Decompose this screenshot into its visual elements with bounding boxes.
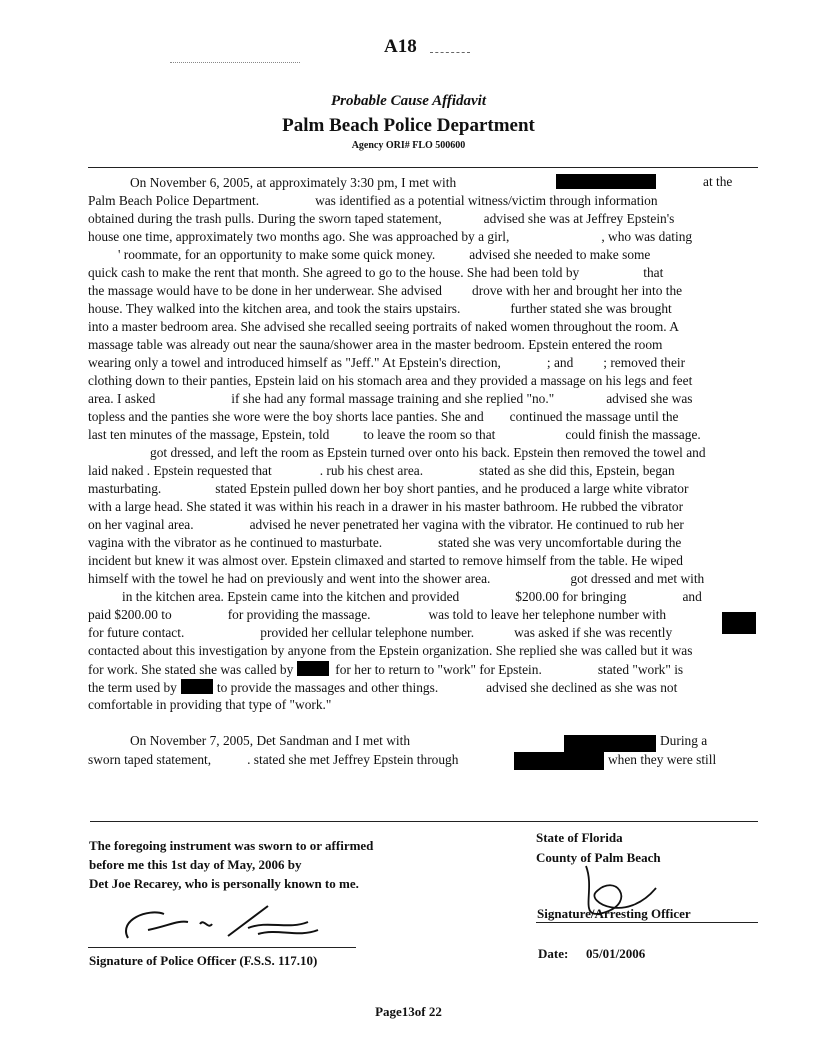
department-title: Palm Beach Police Department (282, 115, 535, 136)
officer-signature-label: Signature of Police Officer (F.S.S. 117.10) (89, 953, 318, 968)
body-line: with a large head. She stated it was within his reach in a drawer in his master bathroom. He rubbed the vibrator (88, 499, 684, 514)
document-code: A18 (384, 36, 417, 57)
body-line: the massage would have to be done in her underwear. She advised drove with her and brought her into the (88, 283, 683, 298)
body-line: area. I asked if she had any formal massage training and she replied "no." advised she was (88, 391, 693, 406)
body-line: ' roommate, for an opportunity to make some quick money. advised she needed to make some (118, 247, 651, 262)
agency-ori: Agency ORI# FLO 500600 (351, 140, 466, 151)
redaction (514, 752, 604, 770)
body-line: sworn taped statement, . stated she met Jeffrey Epstein through (88, 752, 459, 767)
top-dash-marks (430, 52, 470, 53)
body-line: contacted about this investigation by anyone from the Epstein organization. She replied she was called but it was (88, 643, 693, 658)
body-line: house. They walked into the kitchen area, and took the stairs upstairs. further stated she was brought (88, 301, 672, 316)
body-line: vagina with the vibrator as he continued to masturbate. stated she was very uncomfortable during the (88, 535, 682, 550)
officer-signature-line (88, 947, 356, 948)
body-line: wearing only a towel and introduced himself as "Jeff." At Epstein's direction, ; and ; removed their (88, 355, 686, 370)
body-line: got dressed, and left the room as Epstein turned over onto his back. Epstein then removed the towel and (150, 445, 706, 460)
body-line: Palm Beach Police Department. was identified as a potential witness/victim through information (88, 193, 658, 208)
body-line: topless and the panties she wore were the boy shorts lace panties. She and continued the massage until the (88, 409, 679, 424)
redaction (297, 661, 329, 676)
body-line: at the (703, 174, 733, 189)
state-label: State of Florida (536, 830, 623, 845)
arresting-signature-line (536, 922, 758, 923)
body-line: On November 6, 2005, at approximately 3:30 pm, I met with (130, 174, 656, 191)
body-line: On November 7, 2005, Det Sandman and I met with (130, 733, 411, 748)
arresting-signature-label: Signature/Arresting Officer (537, 906, 691, 921)
body-line: in the kitchen area. Epstein came into the kitchen and provided $200.00 for bringing and (122, 589, 702, 604)
officer-signature (108, 900, 338, 948)
sworn-block (89, 836, 373, 893)
arresting-officer-signature (566, 862, 676, 934)
body-line: when they were still (608, 752, 717, 767)
body-line: into a master bedroom area. She advised she recalled seeing portraits of naked women throughout the room. A (88, 319, 679, 334)
body-line: massage table was already out near the sauna/shower area in the master bedroom. Epstein entered the room (88, 337, 663, 352)
body-line: clothing down to their panties, Epstein laid on his stomach area and they provided a massage on his legs and feet (88, 373, 693, 388)
body-line: obtained during the trash pulls. During the sworn taped statement, advised she was at Jeffrey Epstein's (88, 211, 675, 226)
date-label: Date: (538, 946, 569, 961)
body-line: laid naked . Epstein requested that . rub his chest area. stated as she did this, Epstein, began (88, 463, 675, 478)
body-line: house one time, approximately two months ago. She was approached by a girl, , who was dating (88, 229, 693, 244)
header-rule (88, 167, 758, 168)
page-number: Page13of 22 (375, 1004, 442, 1019)
top-left-marks (170, 62, 300, 63)
body-line: for future contact. provided her cellular telephone number. was asked if she was recently (88, 625, 673, 640)
body-line: masturbating. stated Epstein pulled down her boy short panties, and he produced a large white vibrator (88, 481, 689, 496)
redaction (181, 679, 213, 694)
sworn-line-2: before me this 1st day of May, 2006 by (89, 857, 302, 872)
body-line: paid $200.00 to for providing the massage. was told to leave her telephone number with (88, 607, 667, 622)
footer-rule (90, 821, 758, 822)
body-line: the term used by to provide the massages and other things. advised she declined as she was not (88, 680, 678, 695)
body-line: himself with the towel he had on previously and went into the shower area. got dressed and met with (88, 571, 705, 586)
body-line: on her vaginal area. advised he never penetrated her vagina with the vibrator. He continued to rub her (88, 517, 684, 532)
body-line: last ten minutes of the massage, Epstein, told to leave the room so that could finish the massage. (88, 427, 701, 442)
county-label: County of Palm Beach (536, 850, 661, 865)
body-line: for work. She stated she was called by for her to return to "work" for Epstein. stated "work" is (88, 662, 684, 677)
redaction (564, 735, 656, 752)
body-line: incident but knew it was almost over. Epstein climaxed and started to remove himself from the table. He wiped (88, 553, 683, 568)
redaction (722, 612, 756, 634)
body-line: comfortable in providing that type of "work." (88, 697, 332, 712)
date-value: 05/01/2006 (586, 946, 646, 961)
body-line: quick cash to make the rent that month. She agreed to go to the house. She had been told by that (88, 265, 664, 280)
sworn-line-3: Det Joe Recarey, who is personally known to me. (89, 876, 359, 891)
body-line: During a (660, 733, 708, 748)
affidavit-title: Probable Cause Affidavit (331, 93, 486, 109)
sworn-line-1: The foregoing instrument was sworn to or affirmed (89, 838, 374, 853)
redaction (556, 174, 656, 189)
